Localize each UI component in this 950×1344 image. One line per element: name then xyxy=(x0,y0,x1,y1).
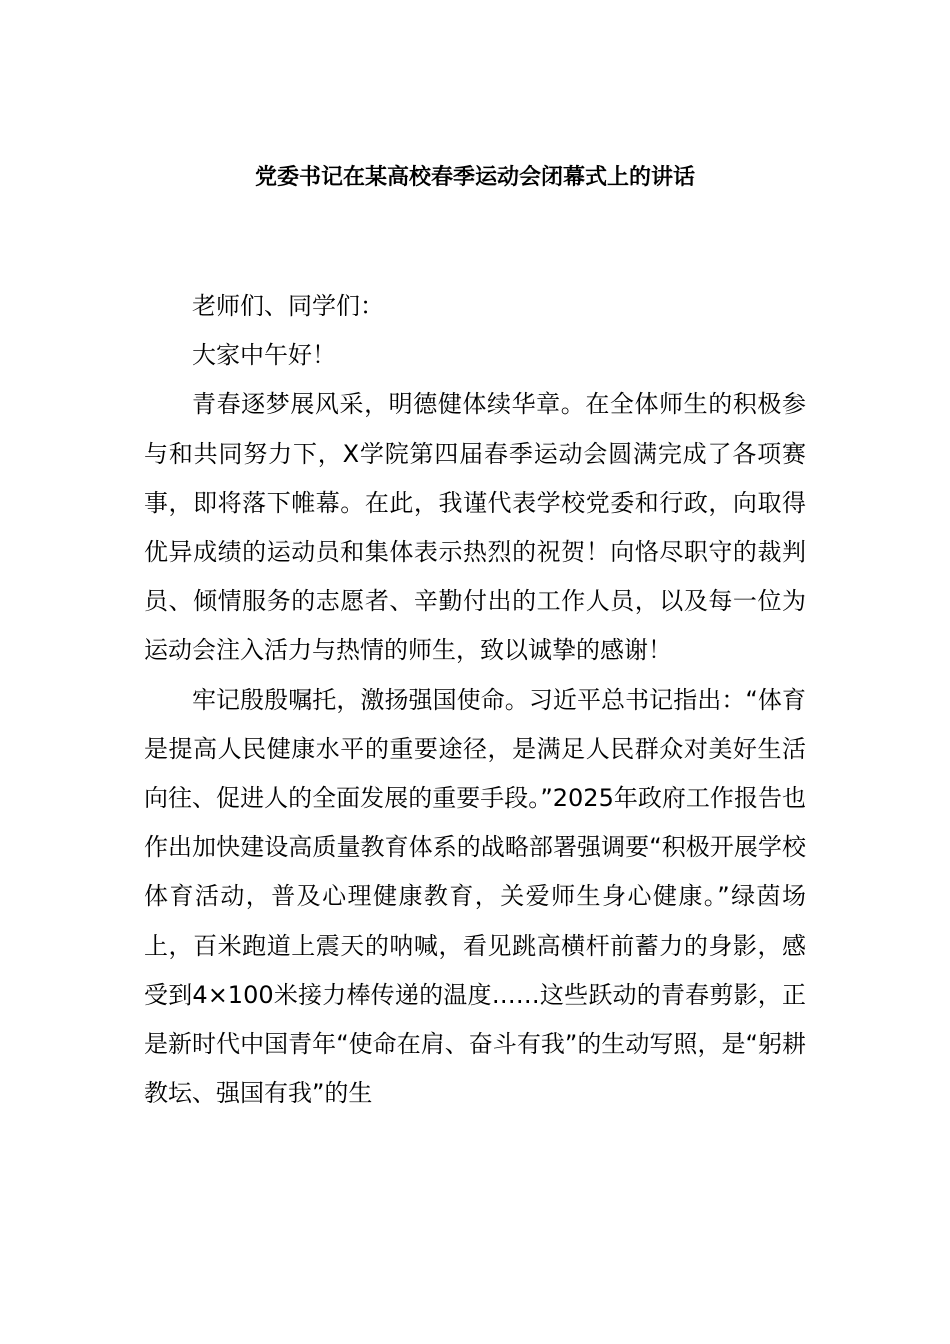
greeting-paragraph: 大家中午好！ xyxy=(192,341,336,370)
document-body xyxy=(144,282,806,1118)
salutation-paragraph: 老师们、同学们： xyxy=(192,292,384,320)
body-paragraph: 牢记殷殷嘱托，激扬强国使命。习近平总书记指出：“体育是提高人民健康水平的重要途径，是满足人民群众对美好生活向往、促进人的全面发展的重要手段。”2025年政府工作报告也作出加快建设高质量教育体系的战略部署强调要“积极开展学校体育活动，普及心理健康教育，关爱师生身心健康。”绿茵场上，百米跑道上震天的呐喊，看见跳高横杆前蓄力的身影，感受到4×100米接力棒传递的温度……这些跃动的青春剪影，正是新时代中国青年“使命在肩、奋斗有我”的生动写照，是“躬耕教坛、强国有我”的生 xyxy=(144,685,806,1108)
document-title: 党委书记在某高校春季运动会闭幕式上的讲话 xyxy=(254,165,695,190)
body-paragraph: 青春逐梦展风采，明德健体续华章。在全体师生的积极参与和共同努力下，X学院第四届春季运动会圆满完成了各项赛事，即将落下帷幕。在此，我谨代表学校党委和行政，向取得优异成绩的运动员和集体表示热烈的祝贺！向恪尽职守的裁判员、倾情服务的志愿者、辛勤付出的工作人员，以及每一位为运动会注入活力与热情的师生，致以诚挚的感谢！ xyxy=(144,390,806,665)
